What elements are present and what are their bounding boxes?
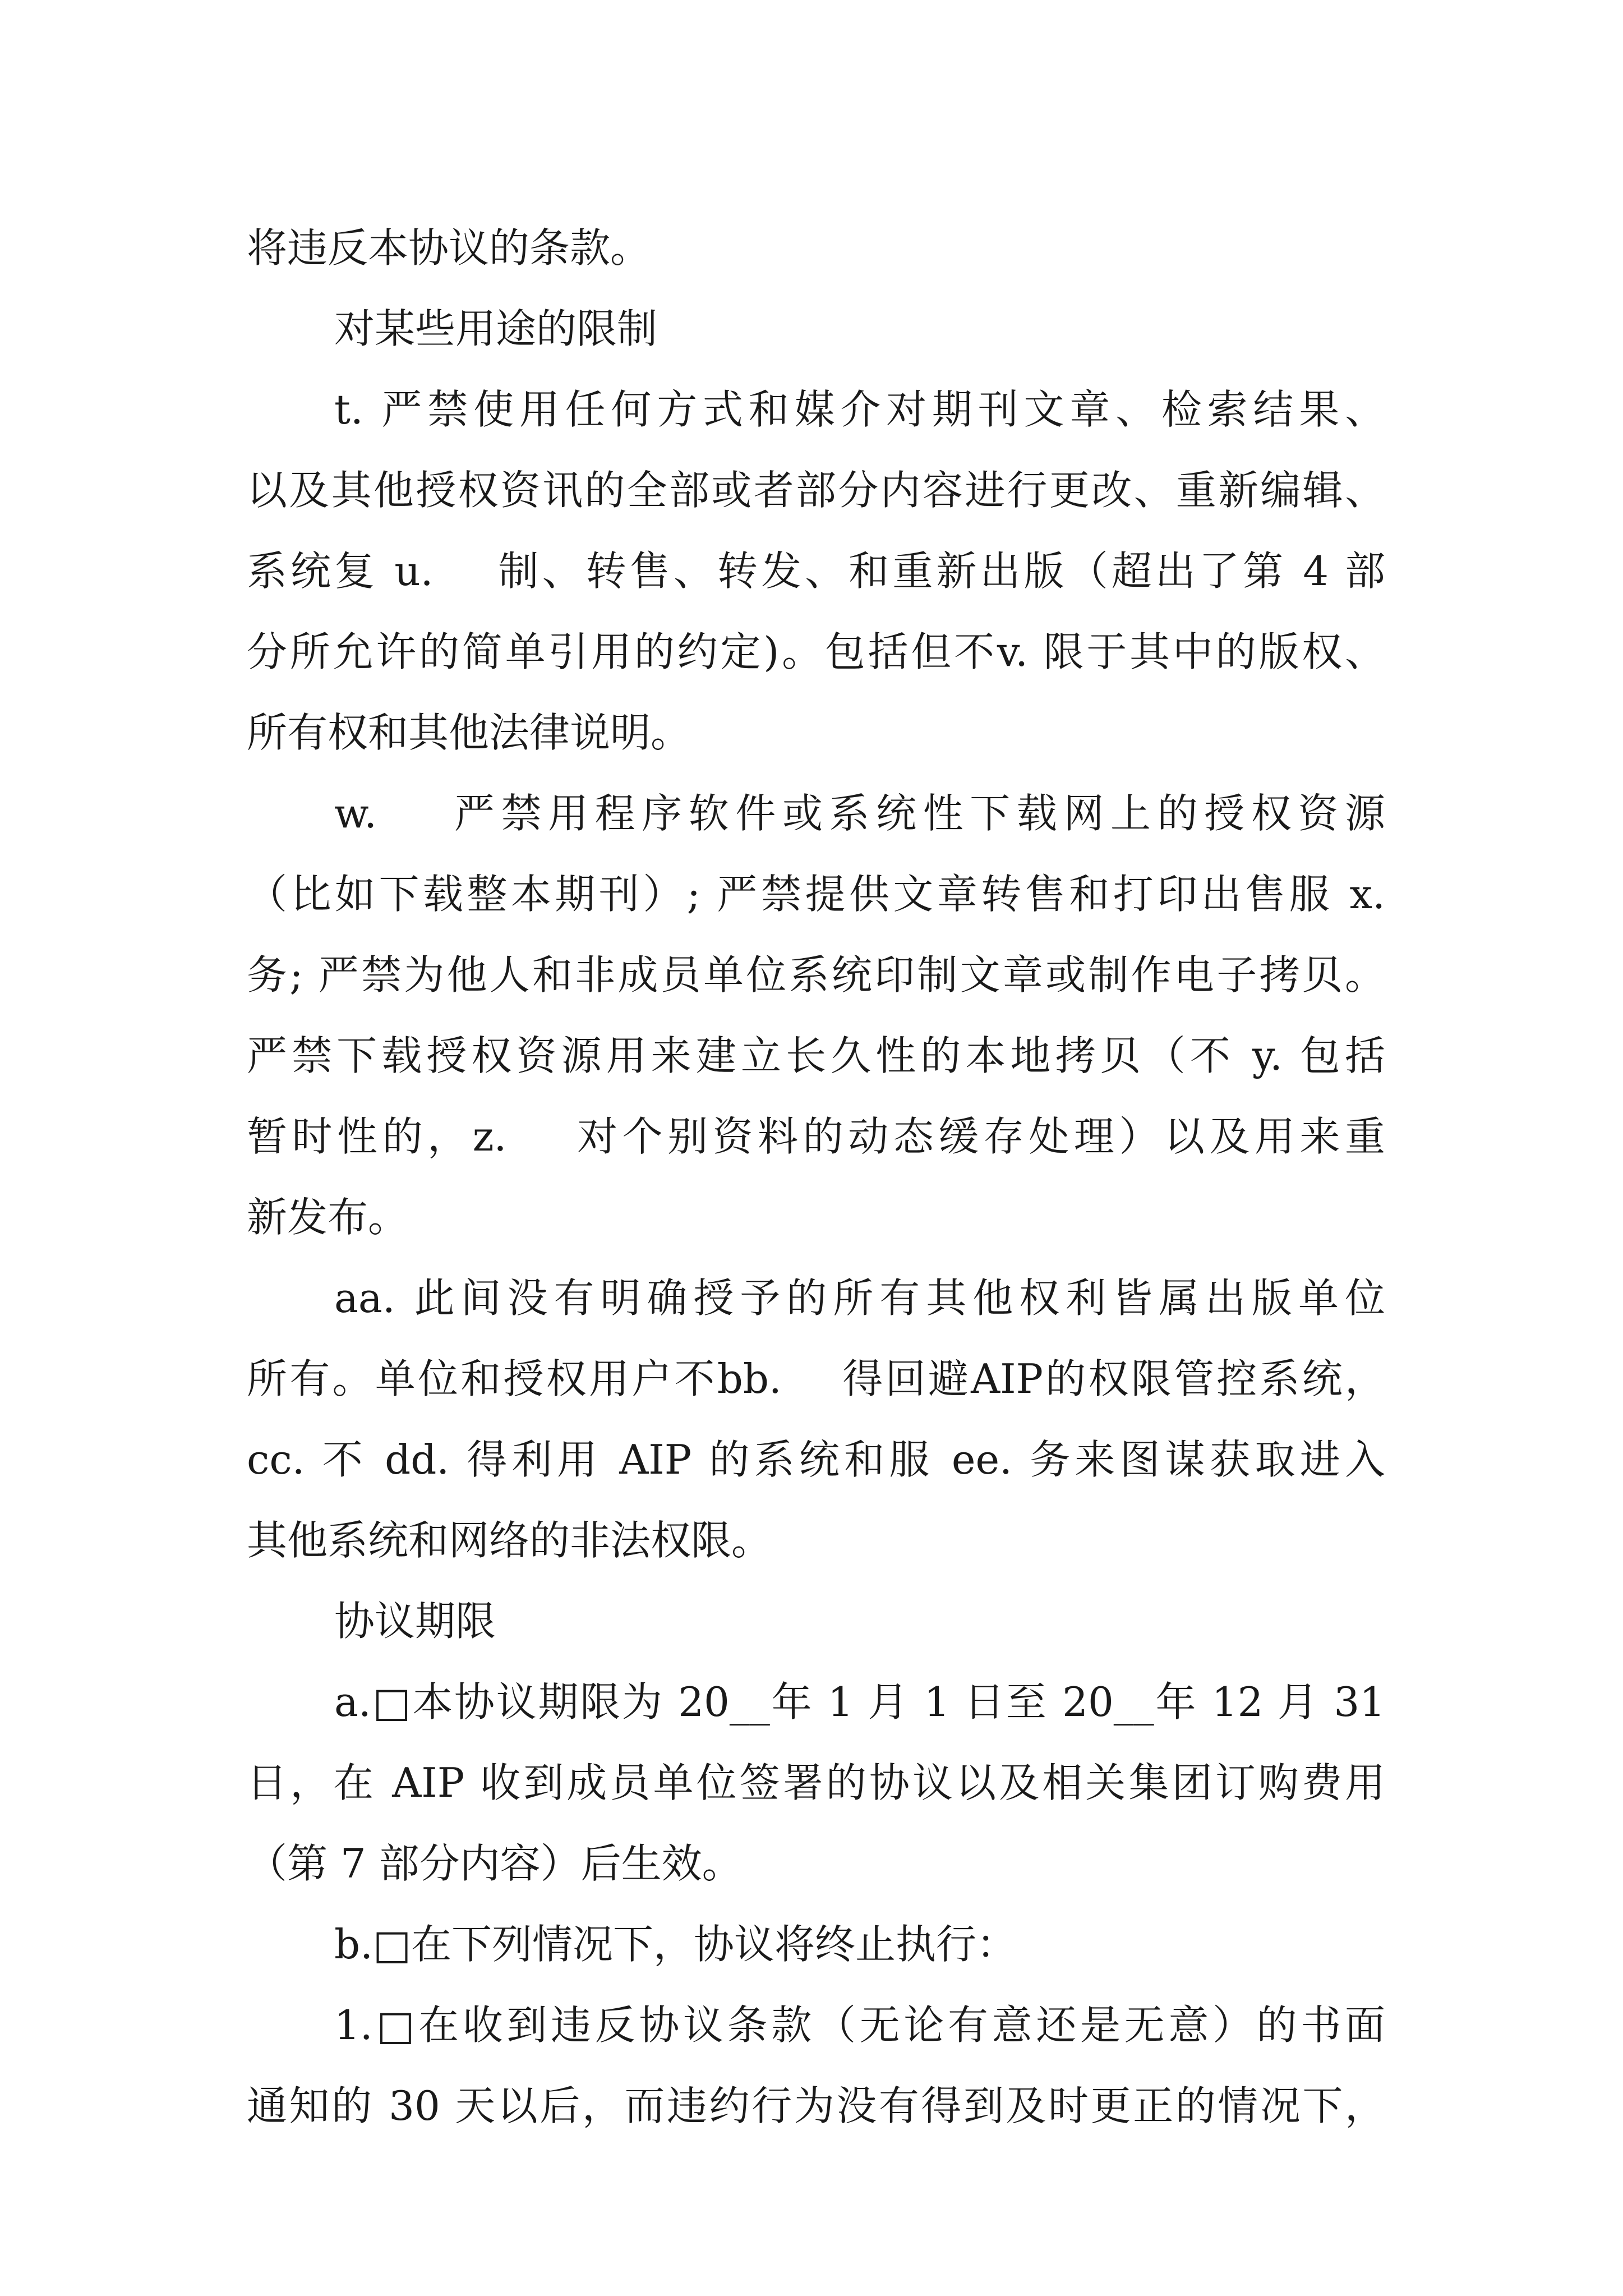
- text-line: 务; 严禁为他人和非成员单位系统印制文章或制作电子拷贝。: [247, 951, 1385, 999]
- text-line: 严禁下载授权资源用来建立长久性的本地拷贝（不 y. 包括: [247, 1032, 1385, 1079]
- text-line: 以及其他授权资讯的全部或者部分内容进行更改、重新编辑、: [247, 467, 1385, 514]
- section-heading: 协议期限: [334, 1598, 496, 1645]
- document-body: [247, 208, 1385, 2146]
- text-line: 分所允许的简单引用的约定)。包括但不v. 限于其中的版权、: [247, 628, 1385, 675]
- text-line: 其他系统和网络的非法权限。: [247, 1517, 772, 1564]
- text-line: （比如下载整本期刊）; 严禁提供文章转售和打印出售服 x.: [247, 871, 1385, 918]
- text-line: （第 7 部分内容）后生效。: [247, 1840, 743, 1887]
- text-line: t. 严禁使用任何方式和媒介对期刊文章、检索结果、: [334, 386, 1385, 433]
- text-line: a.□本协议期限为 20__年 1 月 1 日至 20__年 12 月 31: [334, 1678, 1385, 1726]
- text-line: w. 严禁用程序软件或系统性下载网上的授权资源: [334, 790, 1385, 837]
- text-line: 所有。单位和授权用户不bb. 得回避AIP的权限管控系统，: [247, 1355, 1385, 1402]
- text-line: 所有权和其他法律说明。: [247, 709, 691, 756]
- text-line: aa. 此间没有明确授予的所有其他权利皆属出版单位: [334, 1274, 1385, 1322]
- text-line: 1.□在收到违反协议条款（无论有意还是无意）的书面: [334, 2001, 1385, 2049]
- text-line: 系统复 u. 制、转售、转发、和重新出版（超出了第 4 部: [247, 547, 1385, 595]
- text-line: cc. 不 dd. 得利用 AIP 的系统和服 ee. 务来图谋获取进入: [247, 1436, 1385, 1483]
- text-line: 将违反本协议的条款。: [247, 224, 651, 272]
- section-heading: 对某些用途的限制: [334, 305, 658, 352]
- text-line: b.□在下列情况下，协议将终止执行：: [334, 1921, 1017, 1968]
- text-line: 新发布。: [247, 1194, 409, 1241]
- text-line: 通知的 30 天以后，而违约行为没有得到及时更正的情况下，: [247, 2082, 1385, 2129]
- text-line: 暂时性的，z. 对个别资料的动态缓存处理）以及用来重: [247, 1113, 1385, 1160]
- text-line: 日，在 AIP 收到成员单位签署的协议以及相关集团订购费用: [247, 1759, 1385, 1806]
